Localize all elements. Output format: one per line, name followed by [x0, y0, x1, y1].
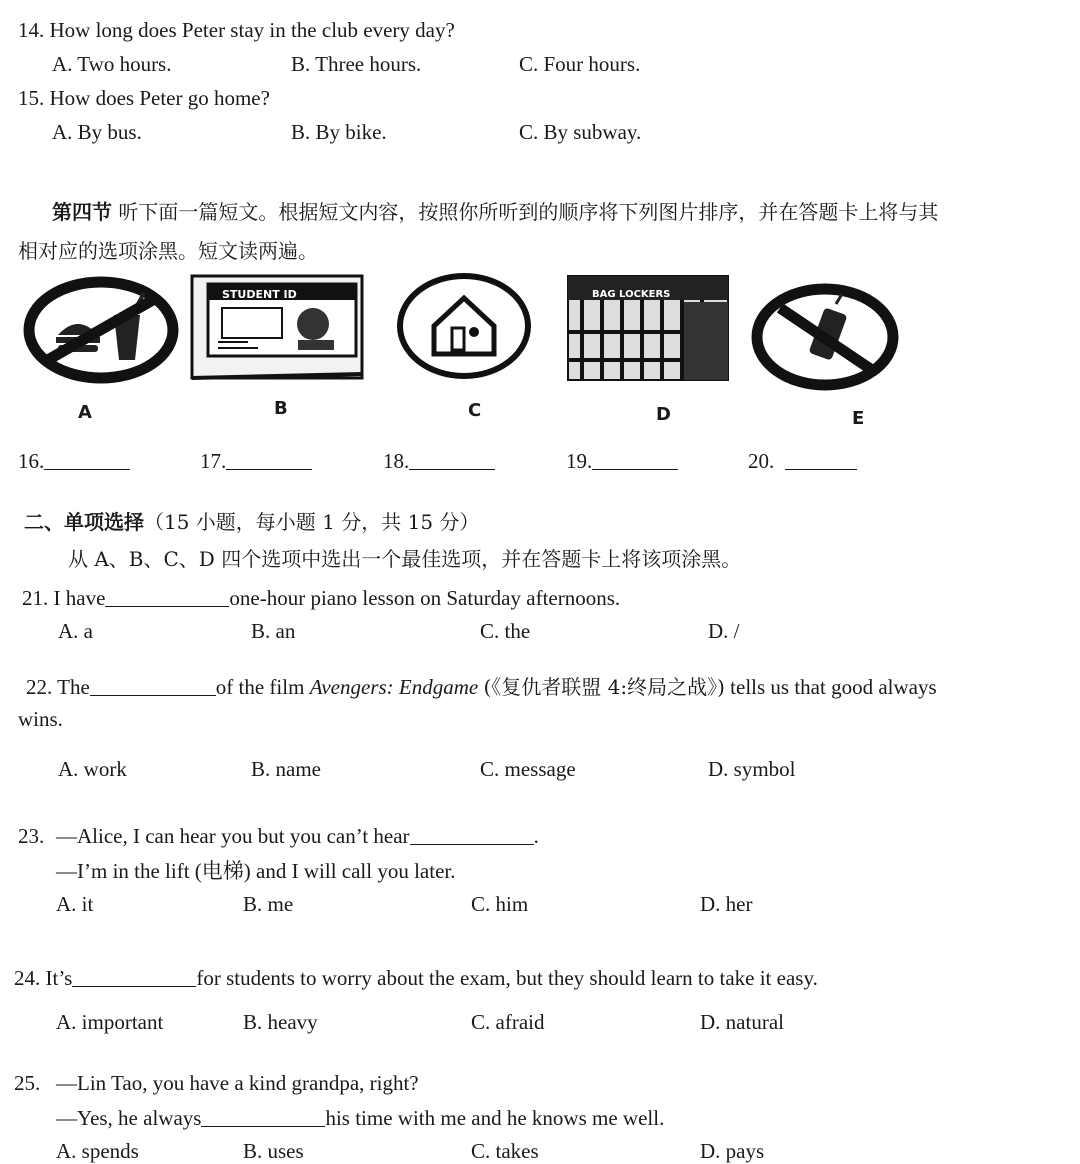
q25-blank[interactable] — [201, 1108, 325, 1127]
q22-wrap: wins. — [18, 707, 63, 731]
q25-option-d: D. pays — [700, 1139, 765, 1163]
answer-slot-16[interactable] — [18, 451, 130, 472]
q22-chinese-title: (《复仇者联盟 4:终局之战》) — [483, 675, 725, 699]
q25-option-b: B. uses — [243, 1139, 304, 1163]
question-15-stem: 15. How does Peter go home? — [18, 86, 270, 110]
q24-rest: for students to worry about the exam, but they should learn to take it easy. — [196, 966, 818, 990]
q25-line-2a: —Yes, he always — [56, 1106, 202, 1130]
q24-blank[interactable] — [72, 968, 196, 987]
q21-option-c: C. the — [480, 619, 531, 643]
q22-option-b: B. name — [251, 757, 321, 781]
question-14-stem: 14. How long does Peter stay in the club every day? — [18, 18, 455, 42]
question-24-stem — [14, 968, 818, 989]
section-4-instructions — [52, 202, 938, 222]
picture-label-b: B — [274, 398, 288, 419]
q22-blank[interactable] — [90, 677, 216, 696]
q21-option-b: B. an — [251, 619, 296, 643]
answer-blank-17[interactable] — [226, 451, 312, 470]
question-23-line-2: —I’m in the lift (电梯) and I will call you later. — [56, 859, 456, 883]
student-id-card-icon — [188, 270, 366, 382]
no-food-drink-icon — [22, 275, 180, 385]
answer-blank-16[interactable] — [44, 451, 130, 470]
answer-slot-20-label: 20. — [748, 449, 775, 473]
q14-option-b: B. Three hours. — [291, 52, 422, 76]
question-21-stem — [22, 588, 620, 609]
q21-option-d: D. / — [708, 619, 740, 643]
answer-blank-19[interactable] — [592, 451, 678, 470]
q24-option-b: B. heavy — [243, 1010, 318, 1034]
q24-option-c: C. afraid — [471, 1010, 545, 1034]
q25-option-c: C. takes — [471, 1139, 539, 1163]
answer-slot-17[interactable] — [200, 451, 312, 472]
q24-option-a: A. important — [56, 1010, 164, 1034]
q25-option-a: A. spends — [56, 1139, 139, 1163]
answer-slot-19-label: 19. — [566, 449, 593, 473]
answer-slot-18-label: 18. — [383, 449, 410, 473]
q22-num: 22. The — [26, 675, 90, 699]
q23-option-a: A. it — [56, 892, 94, 916]
question-23-num: 23. — [18, 824, 45, 848]
q23-blank[interactable] — [410, 826, 534, 845]
q23-option-c: C. him — [471, 892, 529, 916]
q25-line-2b: his time with me and he knows me well. — [325, 1106, 665, 1130]
question-25-num: 25. — [14, 1071, 41, 1095]
bag-lockers-text: BAG LOCKERS — [592, 289, 671, 300]
q23-option-b: B. me — [243, 892, 294, 916]
q15-option-b: B. By bike. — [291, 120, 387, 144]
question-25-line-1: —Lin Tao, you have a kind grandpa, right? — [56, 1071, 419, 1095]
q22-option-d: D. symbol — [708, 757, 796, 781]
no-mobile-phone-icon — [750, 282, 900, 392]
q14-option-a: A. Two hours. — [52, 52, 172, 76]
answer-blank-20[interactable] — [785, 451, 857, 470]
picture-label-e: E — [852, 408, 865, 429]
q14-option-c: C. Four hours. — [519, 52, 641, 76]
picture-label-a: A — [78, 402, 92, 423]
q21-blank[interactable] — [105, 588, 229, 607]
student-id-text: STUDENT ID — [222, 288, 297, 301]
q15-option-c: C. By subway. — [519, 120, 642, 144]
q21-num: 21. I have — [22, 586, 106, 610]
part-2-instruction: 从 A、B、C、D 四个选项中选出一个最佳选项，并在答题卡上将该项涂黑。 — [68, 547, 742, 571]
section-4-line-1: 听下面一篇短文。根据短文内容，按照你所听到的顺序将下列图片排序，并在答题卡上将与其 — [118, 200, 939, 224]
part-2-heading: 二、单项选择 — [24, 510, 144, 534]
picture-label-d: D — [656, 404, 671, 425]
picture-label-c: C — [468, 400, 482, 421]
answer-slot-16-label: 16. — [18, 449, 45, 473]
answer-blank-18[interactable] — [409, 451, 495, 470]
q23-end: . — [533, 824, 539, 848]
question-23-line-1 — [56, 826, 539, 847]
q23-option-d: D. her — [700, 892, 753, 916]
q23-line-1-text: —Alice, I can hear you but you can’t hear — [56, 824, 410, 848]
q24-num: 24. It’s — [14, 966, 73, 990]
q22-option-a: A. work — [58, 757, 127, 781]
answer-slot-20[interactable] — [748, 451, 857, 472]
q21-option-a: A. a — [58, 619, 93, 643]
home-circle-icon — [394, 270, 534, 382]
q22-rest: tells us that good always — [730, 675, 937, 699]
answer-slot-18[interactable] — [383, 451, 495, 472]
section-4-heading: 第四节 — [52, 200, 112, 224]
q22-mid: of the film — [215, 675, 305, 699]
part-2-heading-line — [24, 512, 479, 532]
question-22-stem — [26, 677, 937, 698]
q22-option-c: C. message — [480, 757, 576, 781]
answer-slot-19[interactable] — [566, 451, 678, 472]
answer-slot-17-label: 17. — [200, 449, 227, 473]
question-25-line-2 — [56, 1108, 664, 1129]
section-4-line-2: 相对应的选项涂黑。短文读两遍。 — [18, 239, 318, 263]
q21-rest: one-hour piano lesson on Saturday afternoons. — [229, 586, 621, 610]
q24-option-d: D. natural — [700, 1010, 784, 1034]
q15-option-a: A. By bus. — [52, 120, 142, 144]
part-2-scoring: （15 小题，每小题 1 分，共 15 分） — [144, 510, 480, 534]
q22-film-title: Avengers: Endgame — [309, 675, 479, 699]
